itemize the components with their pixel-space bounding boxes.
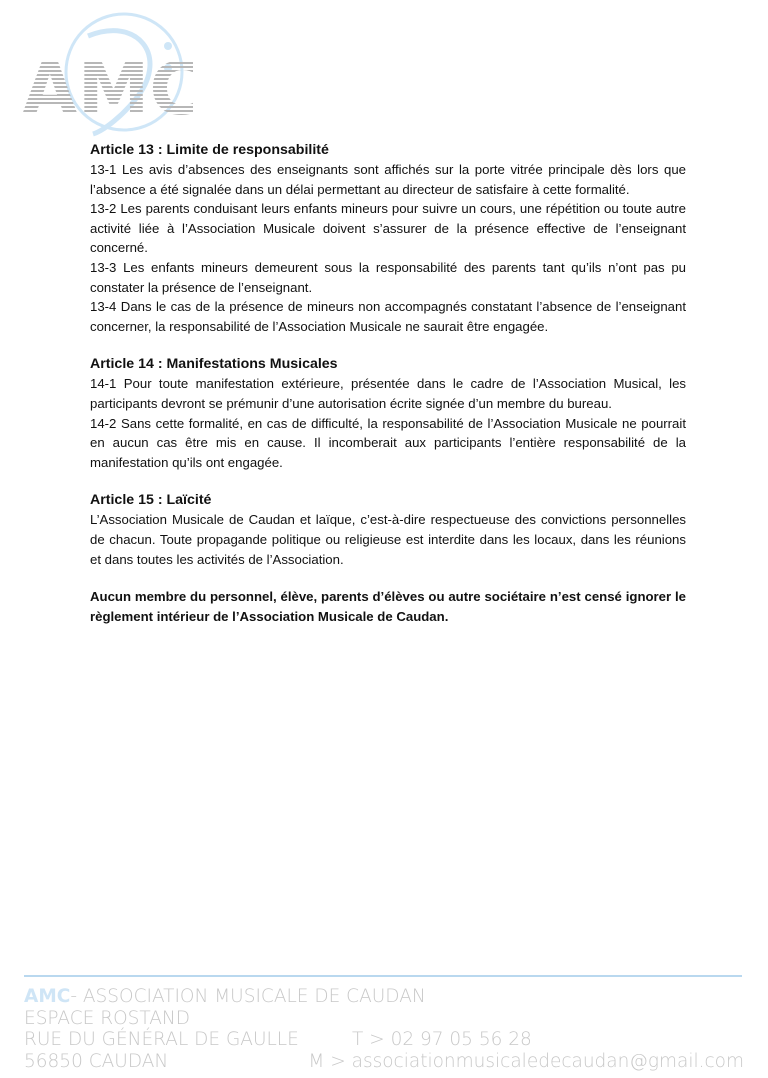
article-15 xyxy=(90,490,686,569)
article-14-para-2: 14-2 Sans cette formalité, en cas de difficulté, la responsabilité de l’Association Musicale ne pourrait en aucun cas être mis en cause. Il incomberait aux participants l’entière responsabilité de la manifestation qu’ils ont engagée. xyxy=(90,415,686,470)
footer-address-row-3 xyxy=(24,1051,744,1073)
footer-phone: T > 02 97 05 56 28 xyxy=(352,1029,532,1050)
article-15-title: Article 15 : Laïcité xyxy=(90,492,212,509)
article-14-para-1: 14-1 Pour toute manifestation extérieure, présentée dans le cadre de l’Association Musical, les participants devront se prémunir d’une autorisation écrite signée d’un membre du bureau. xyxy=(90,376,686,411)
article-13-para-1: 13-1 Les avis d’absences des enseignants sont affichés sur la porte vitrée principale dès lors que l’absence a été signalée dans un délai permettant au directeur de satisfaire à cette formalité. xyxy=(90,162,686,197)
footer-address-1: ESPACE ROSTAND xyxy=(24,1007,190,1029)
footer xyxy=(24,986,744,1076)
article-15-para-1: L’Association Musicale de Caudan et laïque, c’est-à-dire respectueuse des convictions personnelles de chacun. Toute propagande politique ou religieuse est interdite dans les locaux, dans les réunions et dans toutes les activités de l’Association. xyxy=(90,512,686,567)
footer-address-row-2 xyxy=(24,1029,744,1051)
footer-email: M > associationmusicaledecaudan@gmail.com xyxy=(308,1050,744,1072)
article-14 xyxy=(90,354,686,472)
footer-brand: AMC xyxy=(24,986,71,1007)
footer-address-2: RUE DU GÉNÉRAL DE GAULLE xyxy=(24,1029,299,1050)
footer-address-3: 56850 CAUDAN xyxy=(24,1050,169,1072)
article-14-title: Article 14 : Manifestations Musicales xyxy=(90,356,338,373)
document-body xyxy=(90,140,686,626)
footer-divider xyxy=(24,975,742,977)
article-13-para-2: 13-2 Les parents conduisant leurs enfants mineurs pour suivre un cours, une répétition ou toute autre activité liée à l’Association Musicale doivent s’assurer de la présence effective de l’enseignant concerné. xyxy=(90,201,686,256)
closing-notice: Aucun membre du personnel, élève, parents d’élèves ou autre sociétaire n’est censé ignorer le règlement intérieur de l’Association Musicale de Caudan. xyxy=(90,589,686,624)
article-13-para-4: 13-4 Dans le cas de la présence de mineurs non accompagnés constatant l’absence de l’enseignant concerner, la responsabilité de l’Association Musicale ne saurait être engagée. xyxy=(90,299,686,334)
article-13-para-3: 13-3 Les enfants mineurs demeurent sous la responsabilité des parents tant qu’ils n’ont pas pu constater la présence de l’enseignant. xyxy=(90,259,686,295)
article-13 xyxy=(90,140,686,336)
footer-address-row-1 xyxy=(24,1008,744,1030)
logo-text: AMC xyxy=(22,47,193,131)
amc-logo-graphic xyxy=(18,6,193,141)
article-13-title: Article 13 : Limite de responsabilité xyxy=(90,142,329,158)
amc-logo xyxy=(18,6,193,141)
footer-org-name: - ASSOCIATION MUSICALE DE CAUDAN xyxy=(70,986,426,1007)
footer-org-row xyxy=(24,986,744,1008)
